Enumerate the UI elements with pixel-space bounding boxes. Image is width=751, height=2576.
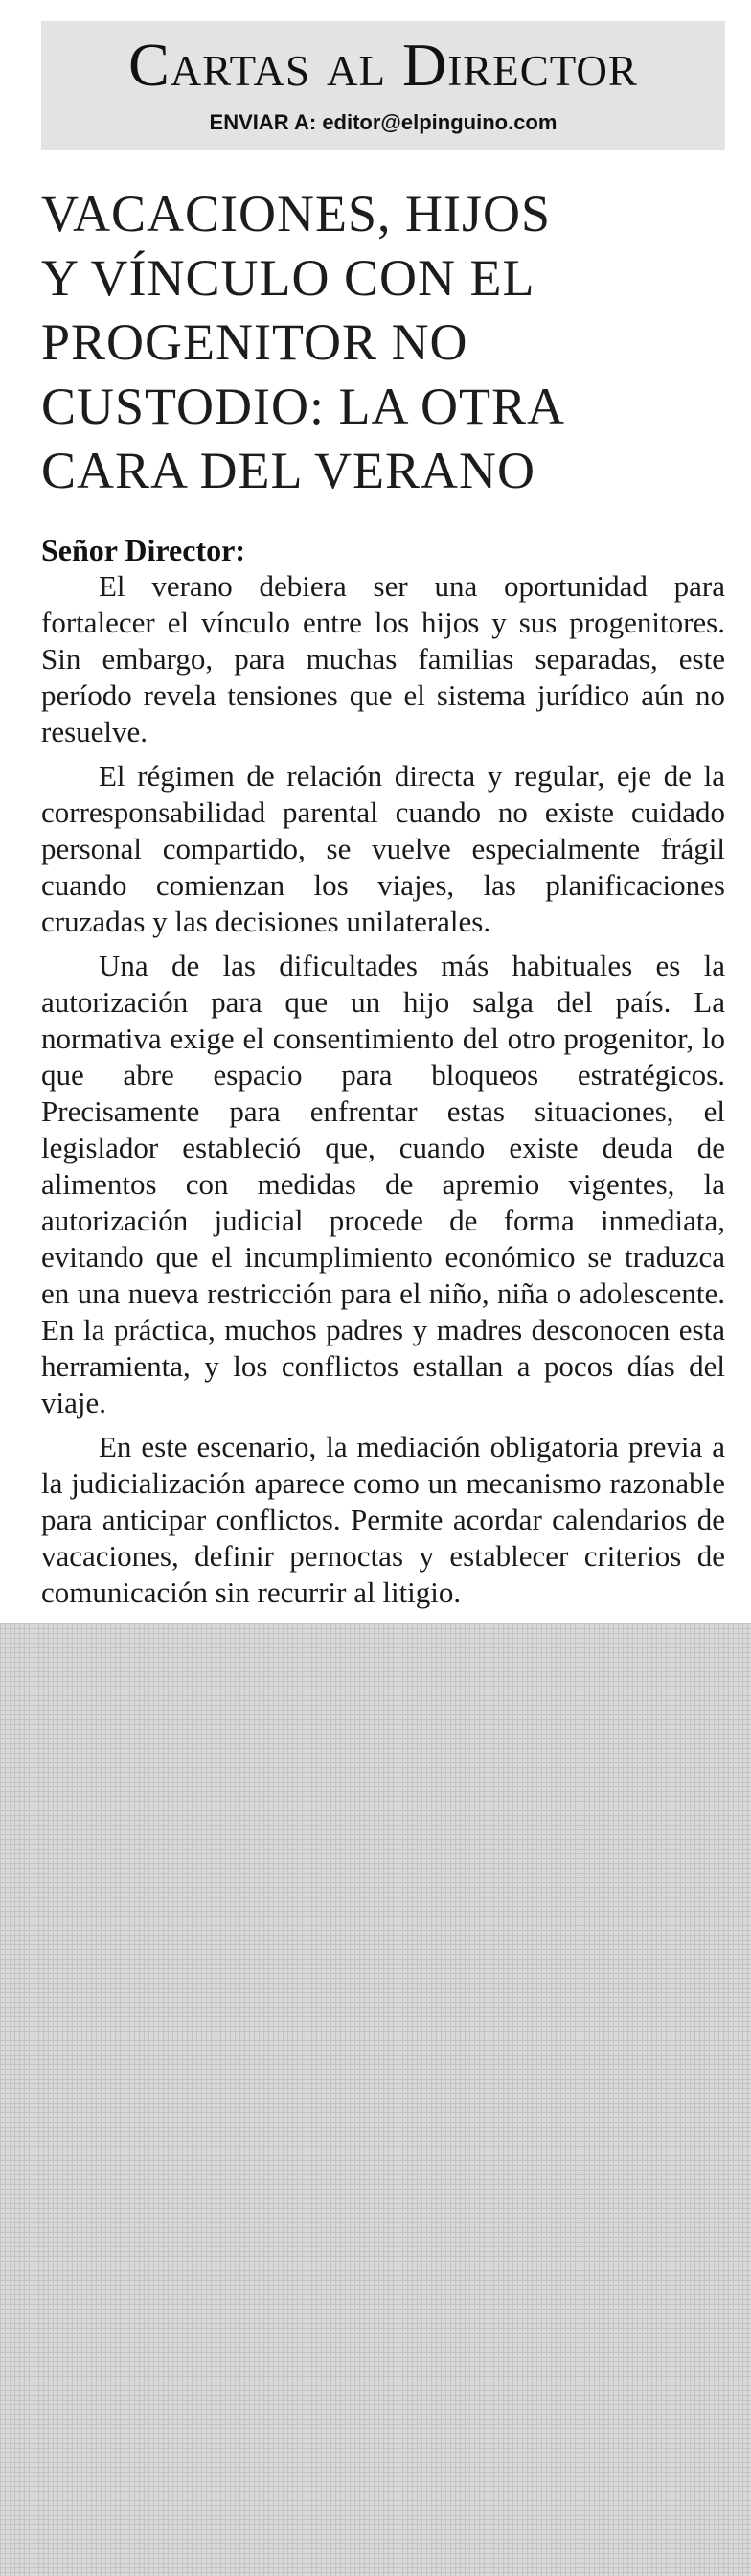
truncated-area-overlay bbox=[0, 1623, 751, 2576]
paragraph-1: El verano debiera ser una oportunidad para fortalecer el vínculo entre los hijos y sus progenitores. Sin embargo, para muchas familias separadas, este período revela tensiones que el sistema jurídico aún no resuelve. bbox=[41, 569, 725, 748]
section-header bbox=[41, 21, 725, 150]
editor-email: editor@elpinguino.com bbox=[322, 110, 558, 134]
letter-article bbox=[41, 182, 725, 1611]
letter-headline: VACACIONES, HIJOS Y VÍNCULO CON EL PROGENITOR NO CUSTODIO: LA OTRA CARA DEL VERANO bbox=[41, 185, 566, 499]
send-label: ENVIAR A: bbox=[209, 110, 317, 134]
paragraph-4: En este escenario, la mediación obligatoria previa a la judicialización aparece como un mecanismo razonable para anticipar conflictos. Permite acordar calendarios de vacaciones, definir pernoctas y establecer criterios de comunicación sin recurrir al litigio. bbox=[41, 1430, 725, 1609]
section-title: Cartas al Director bbox=[128, 31, 638, 99]
send-to-line bbox=[41, 109, 725, 136]
paragraph-2: El régimen de relación directa y regular, eje de la corresponsabilidad parental cuando no existe cuidado personal compartido, se vuelve especialmente frágil cuando comienzan los viajes, las planificaciones cruzadas y las decisiones unilaterales. bbox=[41, 759, 725, 938]
paragraph-3: Una de las dificultades más habituales es la autorización para que un hijo salga del país. La normativa exige el consentimiento del otro progenitor, lo que abre espacio para bloqueos estratégicos. Precisamente para enfrentar estas situaciones, el legislador estableció que, cuando existe deuda de alimentos con medidas de apremio vigentes, la autorización judicial procede de forma inmediata, evitando que el incumplimiento económico se traduzca en una nueva restricción para el niño, niña o adolescente. En la práctica, muchos padres y madres desconocen esta herramienta, y los conflictos estallan a pocos días del viaje. bbox=[41, 949, 725, 1419]
letter-salutation: Señor Director: bbox=[41, 533, 245, 567]
